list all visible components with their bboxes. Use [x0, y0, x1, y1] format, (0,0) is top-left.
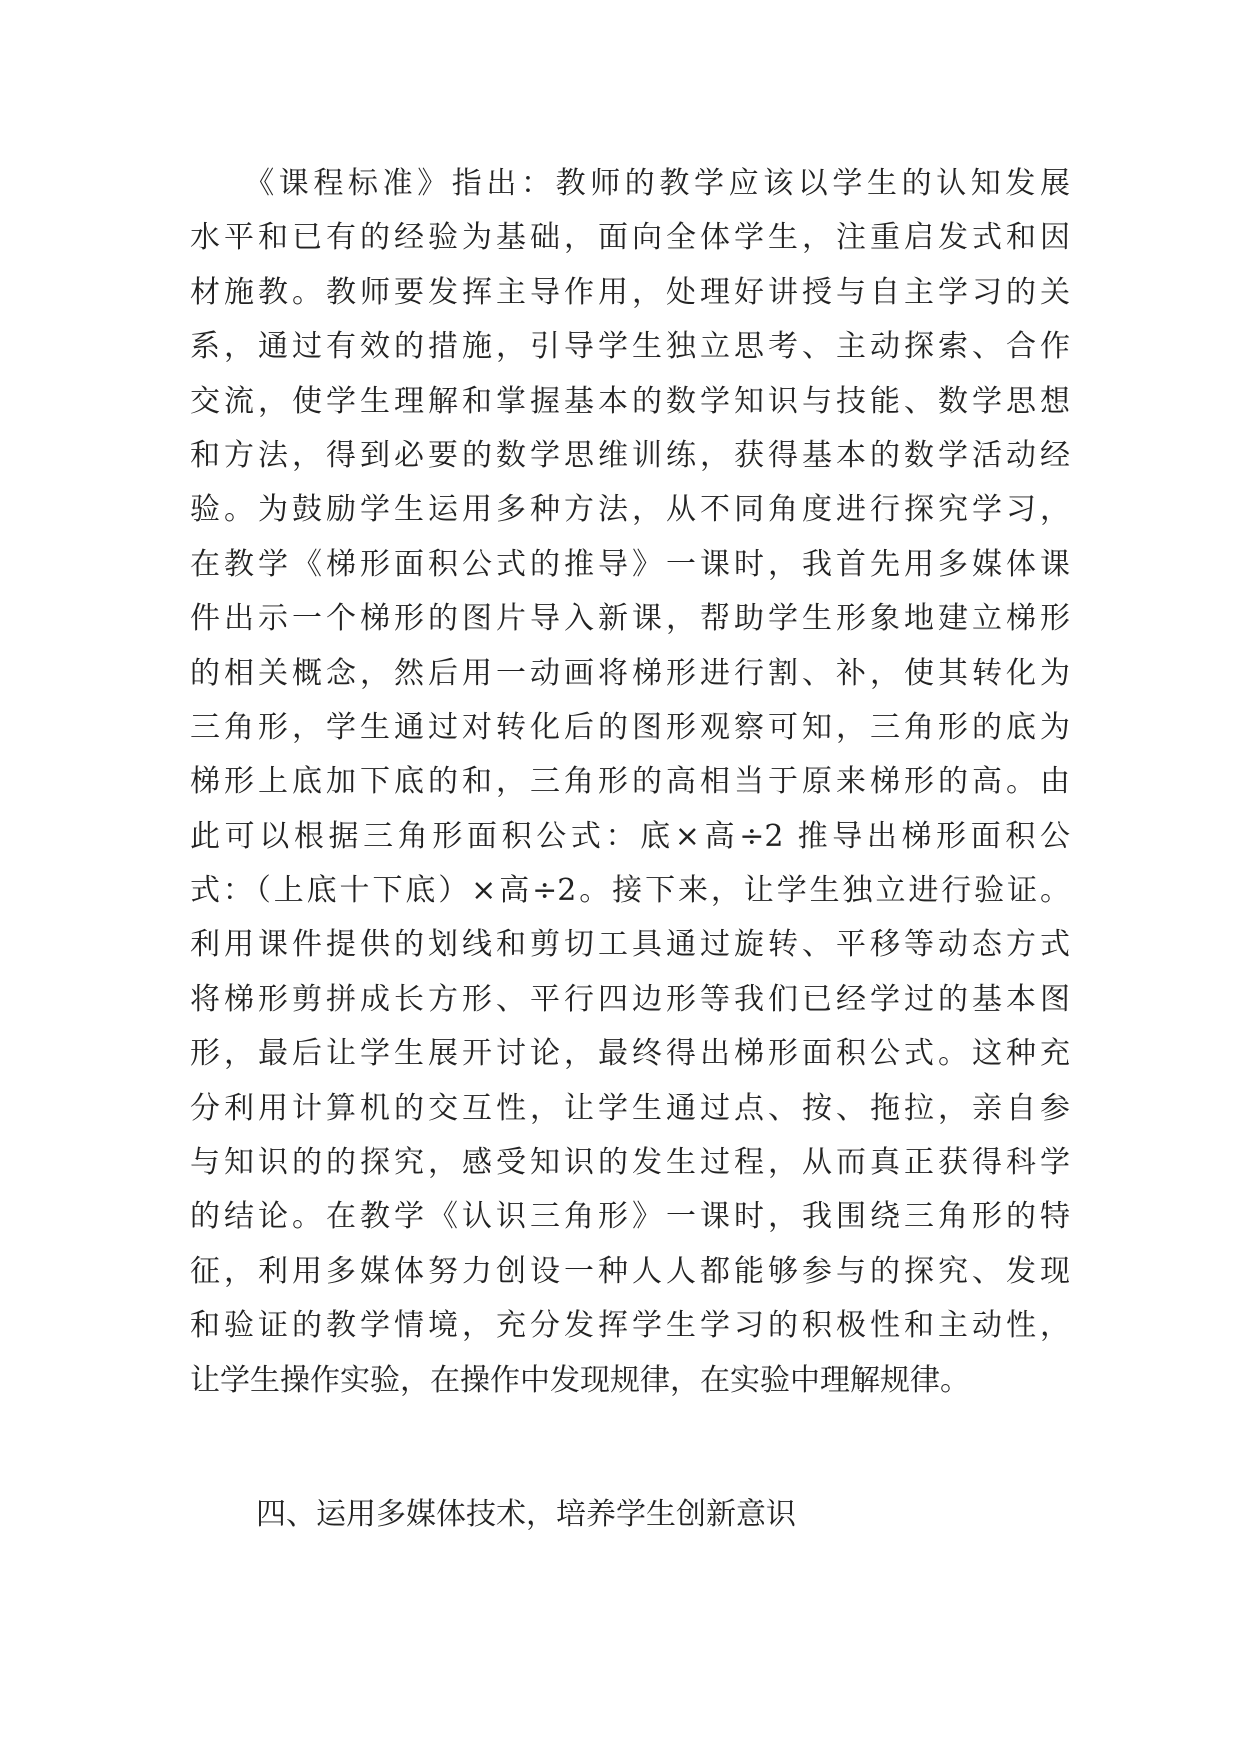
paragraph-line: 系，通过有效的措施，引导学生独立思考、主动探索、合作 [190, 329, 1070, 365]
paragraph-line: 征，利用多媒体努力创设一种人人都能够参与的探究、发现 [190, 1253, 1070, 1289]
paragraph-line: 将梯形剪拼成长方形、平行四边形等我们已经学过的基本图 [190, 981, 1070, 1017]
body-paragraph [190, 157, 1070, 1408]
paragraph-line: 和方法，得到必要的数学思维训练，获得基本的数学活动经 [190, 437, 1070, 473]
paragraph-line: 让学生操作实验，在操作中发现规律，在实验中理解规律。 [190, 1362, 970, 1398]
paragraph-line: 的结论。在教学《认识三角形》一课时，我围绕三角形的特 [190, 1199, 1070, 1235]
paragraph-line: 式：（上底十下底）×高÷2。接下来，让学生独立进行验证。 [190, 873, 1070, 909]
paragraph-line: 此可以根据三角形面积公式：底×高÷2 推导出梯形面积公 [190, 818, 1070, 854]
paragraph-line: 《课程标准》指出：教师的教学应该以学生的认知发展 [190, 166, 1070, 201]
paragraph-line: 件出示一个梯形的图片导入新课，帮助学生形象地建立梯形 [190, 601, 1070, 637]
paragraph-line: 交流，使学生理解和掌握基本的数学知识与技能、数学思想 [190, 383, 1070, 419]
paragraph-line: 验。为鼓励学生运用多种方法，从不同角度进行探究学习， [190, 492, 1070, 528]
paragraph-line: 利用课件提供的划线和剪切工具通过旋转、平移等动态方式 [190, 927, 1070, 963]
paragraph-line: 水平和已有的经验为基础，面向全体学生，注重启发式和因 [190, 220, 1070, 256]
paragraph-line: 和验证的教学情境，充分发挥学生学习的积极性和主动性， [190, 1308, 1070, 1344]
paragraph-line: 形，最后让学生展开讨论，最终得出梯形面积公式。这种充 [190, 1036, 1070, 1072]
paragraph-line: 材施教。教师要发挥主导作用，处理好讲授与自主学习的关 [190, 274, 1070, 310]
paragraph-line: 梯形上底加下底的和，三角形的高相当于原来梯形的高。由 [190, 764, 1070, 800]
section-heading: 四、运用多媒体技术，培养学生创新意识 [256, 1497, 796, 1532]
paragraph-line: 在教学《梯形面积公式的推导》一课时，我首先用多媒体课 [190, 546, 1070, 582]
paragraph-line: 与知识的的探究，感受知识的发生过程，从而真正获得科学 [190, 1145, 1070, 1181]
paragraph-line: 三角形，学生通过对转化后的图形观察可知，三角形的底为 [190, 709, 1070, 745]
paragraph-line: 分利用计算机的交互性，让学生通过点、按、拖拉，亲自参 [190, 1090, 1070, 1126]
paragraph-line: 的相关概念，然后用一动画将梯形进行割、补，使其转化为 [190, 655, 1070, 691]
